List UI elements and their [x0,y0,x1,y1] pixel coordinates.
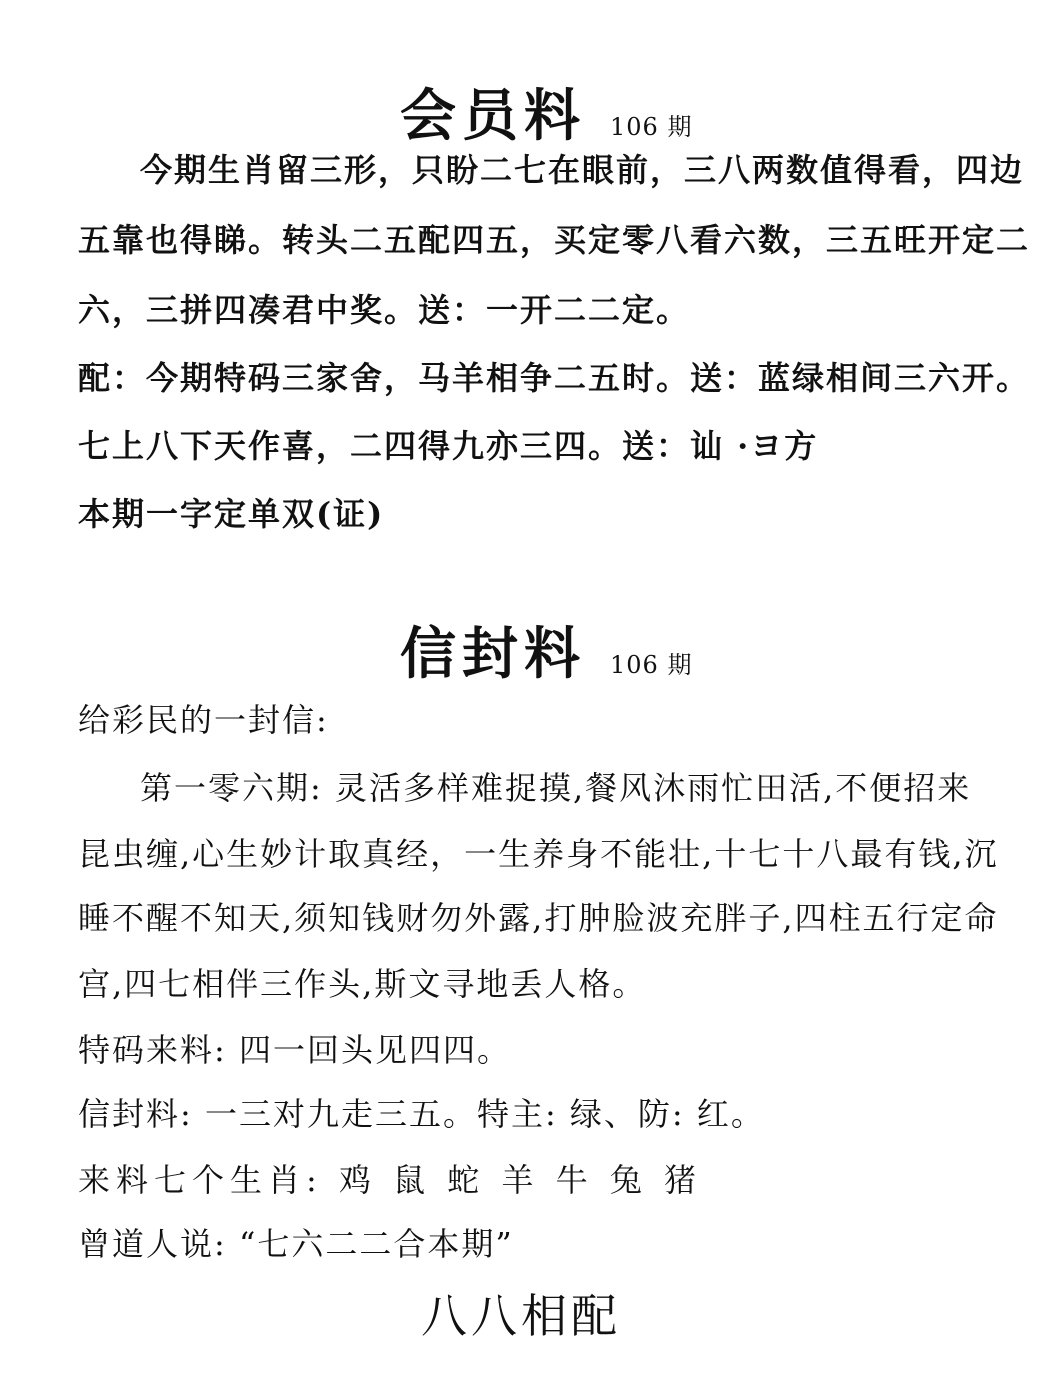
section1-heading [400,72,692,152]
section2-title: 信封料 [400,622,586,687]
section1-line-2: 五靠也得睇。转头二五配四五，买定零八看六数，三五旺开定二 [78,221,1031,259]
section2-line-3: 睡不醒不知天,须知钱财勿外露,打肿脸波充胖子,四柱五行定命 [78,899,999,937]
section2-line-1: 第一零六期: 灵活多样难捉摸,餐风沐雨忙田活,不便招来 [140,769,972,807]
section2-zodiac: 来料七个生肖: 鸡 鼠 蛇 羊 牛 兔 猪 [78,1161,702,1199]
section2-line-2: 昆虫缠,心生妙计取真经，一生养身不能壮,十七十八最有钱,沉 [78,835,999,873]
section1-line-6: 本期一字定单双(证) [78,495,385,533]
section2-issue: 106 期 [610,651,693,679]
section1-issue: 106 期 [610,113,693,141]
section2-heading [400,610,692,690]
section2-saying: 曾道人说: “七六二二合本期” [78,1225,514,1263]
section2-greeting: 给彩民的一封信: [78,701,329,739]
footer-title: 八八相配 [421,1289,621,1343]
section2-line-4: 宫,四七相伴三作头,斯文寻地丢人格。 [78,965,647,1003]
section2-special-code: 特码来料: 四一回头见四四。 [78,1031,511,1069]
section1-line-5: 七上八下天作喜，二四得九亦三四。送：讪 ·ヨ方 [78,427,819,465]
section1-line-3: 六，三拼四凑君中奖。送：一开二二定。 [78,291,691,329]
section2-envelope: 信封料: 一三对九走三五。特主: 绿、防: 红。 [78,1095,765,1133]
section1-line-4: 配：今期特码三家舍，马羊相争二五时。送：蓝绿相间三六开。 [78,359,1031,397]
section1-title: 会员料 [400,84,586,149]
section1-line-1: 今期生肖留三形，只盼二七在眼前，三八两数值得看，四边 [140,151,1025,189]
